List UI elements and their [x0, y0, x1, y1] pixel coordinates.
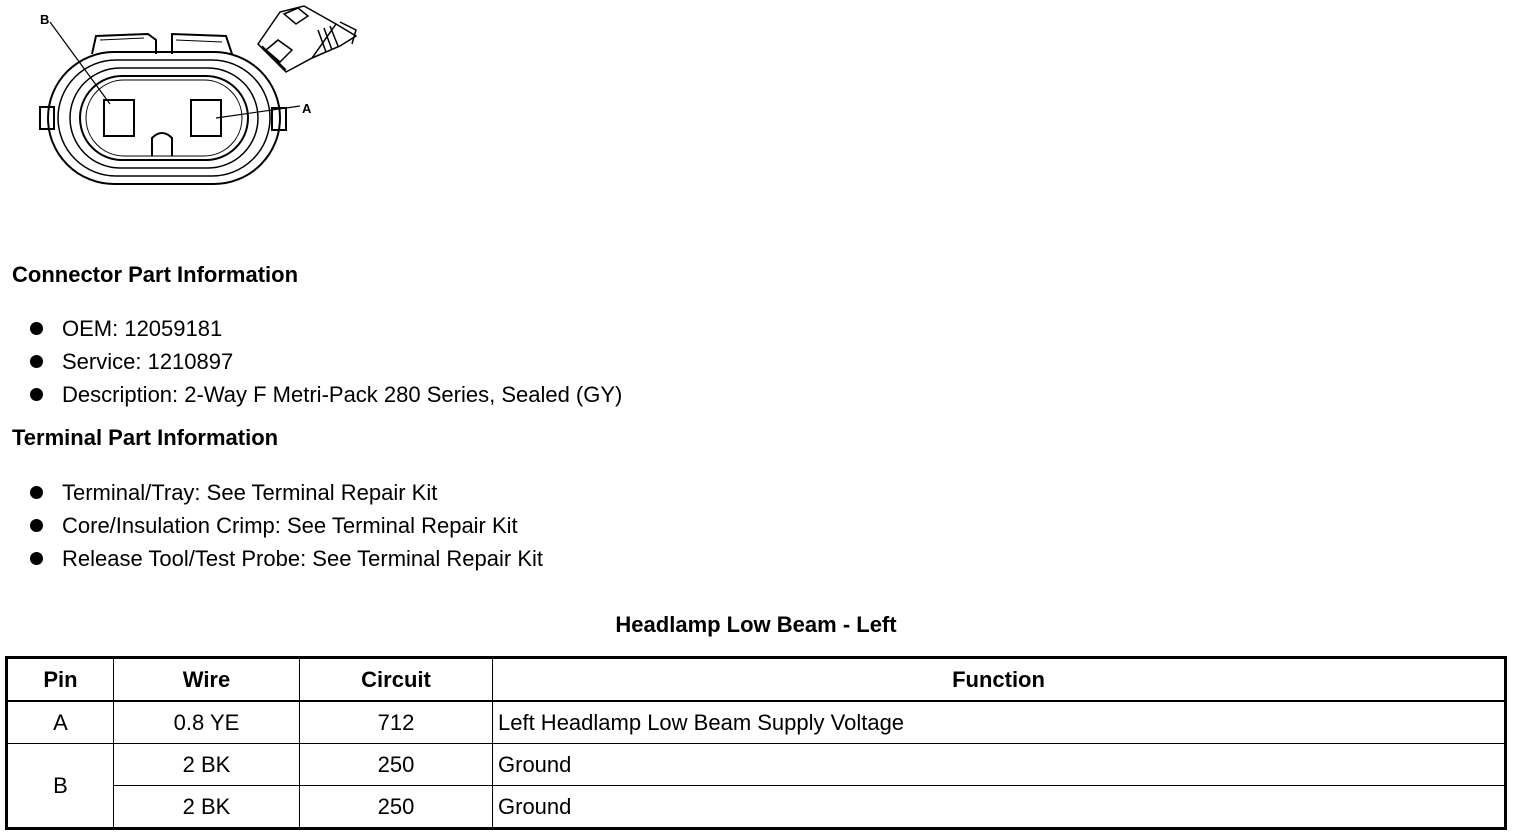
pin-b-label: B [40, 12, 50, 27]
pinout-table [5, 656, 1507, 830]
cell-function: Ground [493, 744, 1506, 786]
connector-info-heading: Connector Part Information [12, 262, 299, 287]
table-row [7, 786, 1506, 829]
list-item-text: Core/Insulation Crimp: See Terminal Repair Kit [62, 513, 518, 538]
list-item [28, 542, 543, 575]
list-item [28, 312, 622, 345]
list-item [28, 345, 622, 378]
bullet-icon [30, 552, 43, 565]
bullet-icon [30, 355, 43, 368]
cell-circuit: 250 [300, 744, 493, 786]
cell-wire: 2 BK [114, 786, 300, 829]
cell-circuit: 250 [300, 786, 493, 829]
bullet-icon [30, 519, 43, 532]
cell-pin: B [7, 744, 114, 829]
cell-wire: 2 BK [114, 744, 300, 786]
table-title: Headlamp Low Beam - Left [615, 612, 897, 637]
cell-wire: 0.8 YE [114, 701, 300, 744]
cell-pin: A [7, 701, 114, 744]
connector-iso-drawing [258, 6, 356, 72]
cell-circuit: 712 [300, 701, 493, 744]
list-item-text: OEM: 12059181 [62, 316, 223, 341]
list-item [28, 476, 543, 509]
bullet-icon [30, 486, 43, 499]
list-item-text: Service: 1210897 [62, 349, 234, 374]
connector-diagram [0, 0, 380, 200]
header-pin: Pin [7, 658, 114, 702]
bullet-icon [30, 322, 43, 335]
list-item-text: Terminal/Tray: See Terminal Repair Kit [62, 480, 438, 505]
terminal-info-list [28, 476, 543, 575]
table-row [7, 744, 1506, 786]
bullet-icon [30, 388, 43, 401]
list-item-text: Release Tool/Test Probe: See Terminal Repair Kit [62, 546, 543, 571]
cell-function: Left Headlamp Low Beam Supply Voltage [493, 701, 1506, 744]
header-wire: Wire [114, 658, 300, 702]
list-item [28, 509, 543, 542]
table-header-row [7, 658, 1506, 702]
list-item-text: Description: 2-Way F Metri-Pack 280 Series, Sealed (GY) [62, 382, 623, 407]
header-circuit: Circuit [300, 658, 493, 702]
list-item [28, 378, 622, 411]
connector-info-list [28, 312, 622, 411]
table-row [7, 701, 1506, 744]
cell-function: Ground [493, 786, 1506, 829]
pin-a-label: A [302, 101, 312, 116]
terminal-info-heading: Terminal Part Information [12, 425, 279, 450]
header-function: Function [493, 658, 1506, 702]
